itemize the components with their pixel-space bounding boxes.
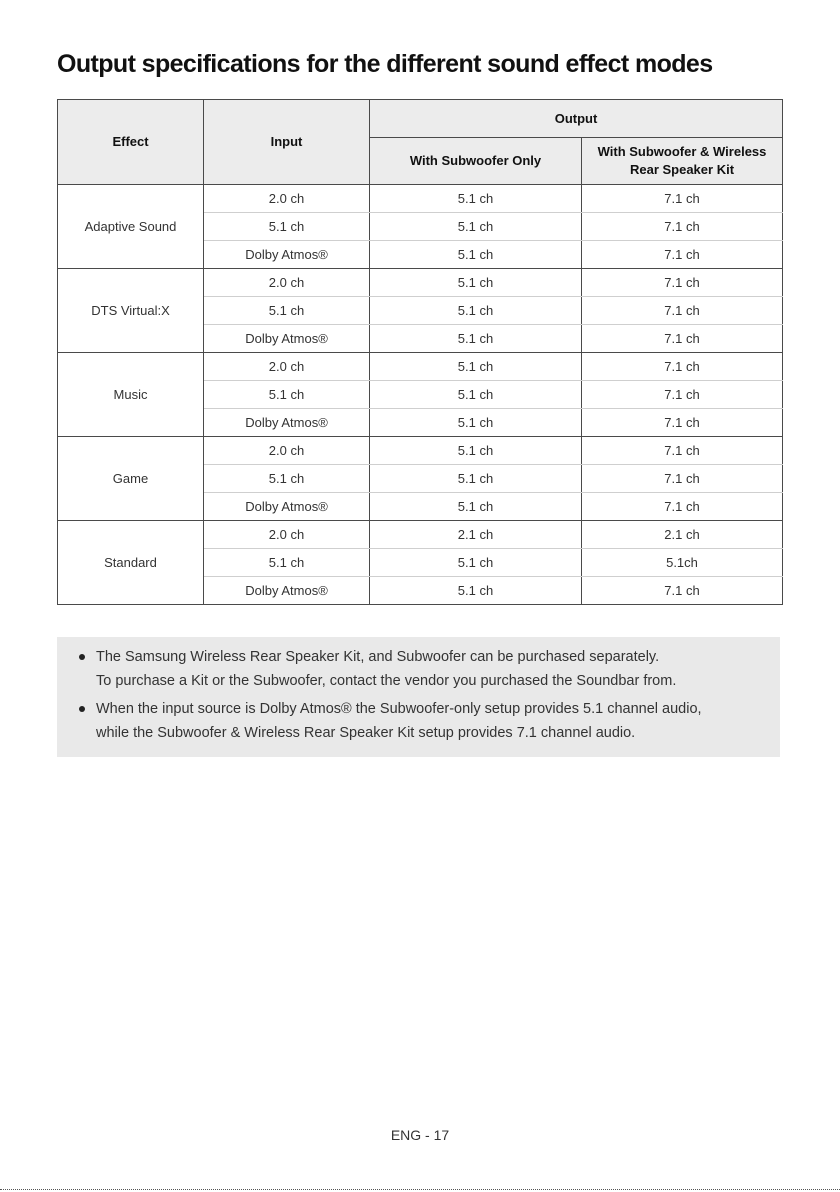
input-cell: 5.1 ch: [204, 297, 370, 325]
input-cell: 2.0 ch: [204, 185, 370, 213]
input-cell: 2.0 ch: [204, 269, 370, 297]
subwoofer-only-cell: 5.1 ch: [370, 381, 582, 409]
effect-cell: Game: [58, 437, 204, 521]
subwoofer-wireless-cell: 7.1 ch: [582, 269, 783, 297]
table-row: [58, 437, 783, 465]
subwoofer-wireless-cell: 7.1 ch: [582, 409, 783, 437]
subwoofer-wireless-cell: 7.1 ch: [582, 465, 783, 493]
table-body: [58, 185, 783, 605]
bullet-icon: [79, 706, 85, 712]
effect-cell: Music: [58, 353, 204, 437]
input-cell: Dolby Atmos®: [204, 325, 370, 353]
input-cell: 5.1 ch: [204, 465, 370, 493]
input-cell: Dolby Atmos®: [204, 409, 370, 437]
header-subwoofer-only: With Subwoofer Only: [370, 138, 582, 185]
subwoofer-only-cell: 5.1 ch: [370, 269, 582, 297]
subwoofer-wireless-cell: 7.1 ch: [582, 213, 783, 241]
effect-cell: DTS Virtual:X: [58, 269, 204, 353]
header-input: Input: [204, 100, 370, 185]
subwoofer-wireless-cell: 7.1 ch: [582, 437, 783, 465]
input-cell: 2.0 ch: [204, 521, 370, 549]
table-row: [58, 185, 783, 213]
subwoofer-wireless-cell: 5.1ch: [582, 549, 783, 577]
bottom-divider: [0, 1189, 840, 1190]
subwoofer-only-cell: 5.1 ch: [370, 577, 582, 605]
page-number: ENG - 17: [390, 1127, 450, 1143]
effect-cell: Adaptive Sound: [58, 185, 204, 269]
subwoofer-wireless-cell: 7.1 ch: [582, 381, 783, 409]
subwoofer-only-cell: 5.1 ch: [370, 185, 582, 213]
note-item: [79, 645, 766, 693]
subwoofer-wireless-cell: 7.1 ch: [582, 185, 783, 213]
table-row: [58, 353, 783, 381]
subwoofer-wireless-cell: 7.1 ch: [582, 353, 783, 381]
subwoofer-only-cell: 5.1 ch: [370, 437, 582, 465]
header-effect: Effect: [58, 100, 204, 185]
subwoofer-wireless-cell: 2.1 ch: [582, 521, 783, 549]
bullet-icon: [79, 654, 85, 660]
input-cell: Dolby Atmos®: [204, 241, 370, 269]
subwoofer-wireless-cell: 7.1 ch: [582, 577, 783, 605]
subwoofer-only-cell: 5.1 ch: [370, 241, 582, 269]
subwoofer-only-cell: 5.1 ch: [370, 325, 582, 353]
input-cell: Dolby Atmos®: [204, 577, 370, 605]
page-title: Output specifications for the different sound effect modes: [57, 50, 713, 78]
input-cell: 2.0 ch: [204, 437, 370, 465]
subwoofer-only-cell: 2.1 ch: [370, 521, 582, 549]
effect-cell: Standard: [58, 521, 204, 605]
subwoofer-only-cell: 5.1 ch: [370, 549, 582, 577]
input-cell: 2.0 ch: [204, 353, 370, 381]
header-subwoofer-wireless: With Subwoofer & Wireless Rear Speaker Kit: [582, 138, 783, 185]
input-cell: Dolby Atmos®: [204, 493, 370, 521]
note-line: To purchase a Kit or the Subwoofer, contact the vendor you purchased the Soundbar from.: [96, 673, 677, 689]
input-cell: 5.1 ch: [204, 213, 370, 241]
subwoofer-wireless-cell: 7.1 ch: [582, 297, 783, 325]
table-row: [58, 269, 783, 297]
subwoofer-wireless-cell: 7.1 ch: [582, 493, 783, 521]
subwoofer-wireless-cell: 7.1 ch: [582, 325, 783, 353]
subwoofer-only-cell: 5.1 ch: [370, 353, 582, 381]
note-line: When the input source is Dolby Atmos® the Subwoofer-only setup provides 5.1 channel audio,: [96, 701, 702, 717]
note-line: while the Subwoofer & Wireless Rear Speaker Kit setup provides 7.1 channel audio.: [96, 725, 636, 741]
notes-box: [57, 637, 780, 757]
output-spec-table: [57, 99, 783, 605]
subwoofer-only-cell: 5.1 ch: [370, 493, 582, 521]
subwoofer-only-cell: 5.1 ch: [370, 409, 582, 437]
table-row: [58, 521, 783, 549]
subwoofer-only-cell: 5.1 ch: [370, 213, 582, 241]
input-cell: 5.1 ch: [204, 381, 370, 409]
subwoofer-only-cell: 5.1 ch: [370, 465, 582, 493]
subwoofer-only-cell: 5.1 ch: [370, 297, 582, 325]
input-cell: 5.1 ch: [204, 549, 370, 577]
note-item: [79, 697, 766, 745]
note-line: The Samsung Wireless Rear Speaker Kit, and Subwoofer can be purchased separately.: [96, 649, 660, 665]
header-output: Output: [370, 100, 783, 138]
subwoofer-wireless-cell: 7.1 ch: [582, 241, 783, 269]
